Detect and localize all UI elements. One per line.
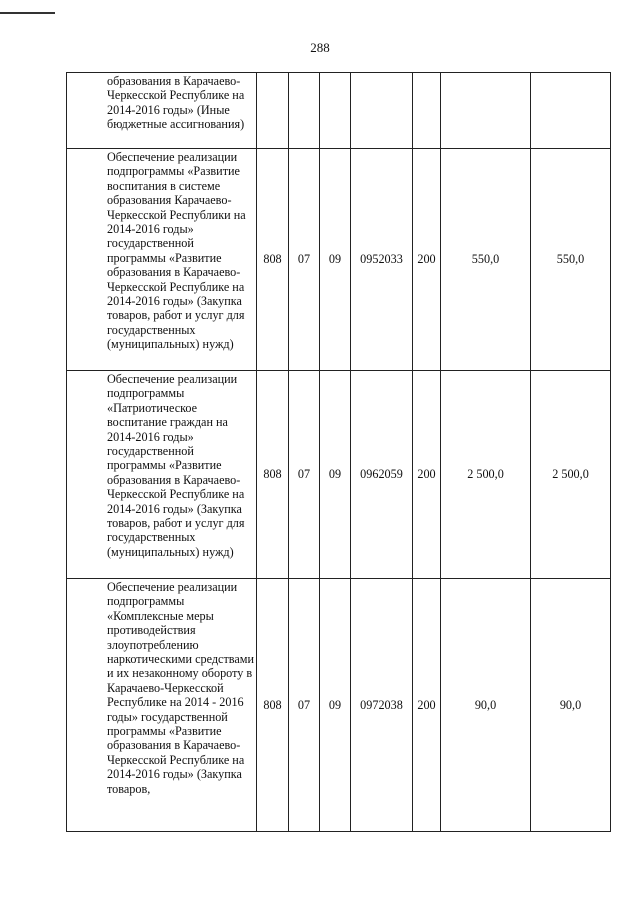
row-sum-1: 2 500,0: [441, 371, 531, 579]
row-rz: 07: [289, 371, 320, 579]
row-rz: 07: [289, 579, 320, 832]
row-sum-2: 550,0: [531, 149, 611, 371]
row-vr: 200: [413, 579, 441, 832]
row-sum-1: 90,0: [441, 579, 531, 832]
table-row: [67, 149, 611, 371]
row-csr: 0962059: [351, 371, 413, 579]
row-csr: 0972038: [351, 579, 413, 832]
row-sum-1: 550,0: [441, 149, 531, 371]
row-ved: 808: [257, 149, 289, 371]
row-sum-2: [531, 73, 611, 149]
row-ved: 808: [257, 579, 289, 832]
row-sum-1: [441, 73, 531, 149]
row-vr: 200: [413, 371, 441, 579]
corner-scan-mark: [0, 12, 55, 14]
row-name: Обеспечение реализации подпрограммы «Комплексные меры противодействия злоупотреблению наркотическими средствами и их незаконному обороту в Карачаево-Черкесской Республике на 2014 - 2016 годы» государственной программы «Развитие образования в Карачаево-Черкесской Республике на 2014-2016 годы» (Закупка товаров,: [67, 579, 257, 832]
row-pr: 09: [320, 149, 351, 371]
page-number: 288: [310, 40, 330, 55]
table-row: [67, 371, 611, 579]
row-name: образования в Карачаево-Черкесской Республике на 2014-2016 годы» (Иные бюджетные ассигнования): [67, 73, 257, 149]
row-name: Обеспечение реализации подпрограммы «Патриотическое воспитание граждан на 2014-2016 годы» государственной программы «Развитие образования в Карачаево-Черкесской Республике на 2014-2016 годы» (Закупка товаров, работ и услуг для государственных (муниципальных) нужд): [67, 371, 257, 579]
row-vr: 200: [413, 149, 441, 371]
row-rz: [289, 73, 320, 149]
row-pr: 09: [320, 371, 351, 579]
row-pr: 09: [320, 579, 351, 832]
row-vr: [413, 73, 441, 149]
row-csr: [351, 73, 413, 149]
row-rz: 07: [289, 149, 320, 371]
row-ved: 808: [257, 371, 289, 579]
budget-table: [66, 72, 611, 832]
row-sum-2: 90,0: [531, 579, 611, 832]
row-name: Обеспечение реализации подпрограммы «Развитие воспитания в системе образования Карачаево-Черкесской Республики на 2014-2016 годы» государственной программы «Развитие образования в Карачаево-Черкесской Республике на 2014-2016 годы» (Закупка товаров, работ и услуг для государственных (муниципальных) нужд): [67, 149, 257, 371]
table-row: [67, 579, 611, 832]
row-ved: [257, 73, 289, 149]
row-sum-2: 2 500,0: [531, 371, 611, 579]
row-csr: 0952033: [351, 149, 413, 371]
table-row: [67, 73, 611, 149]
row-pr: [320, 73, 351, 149]
